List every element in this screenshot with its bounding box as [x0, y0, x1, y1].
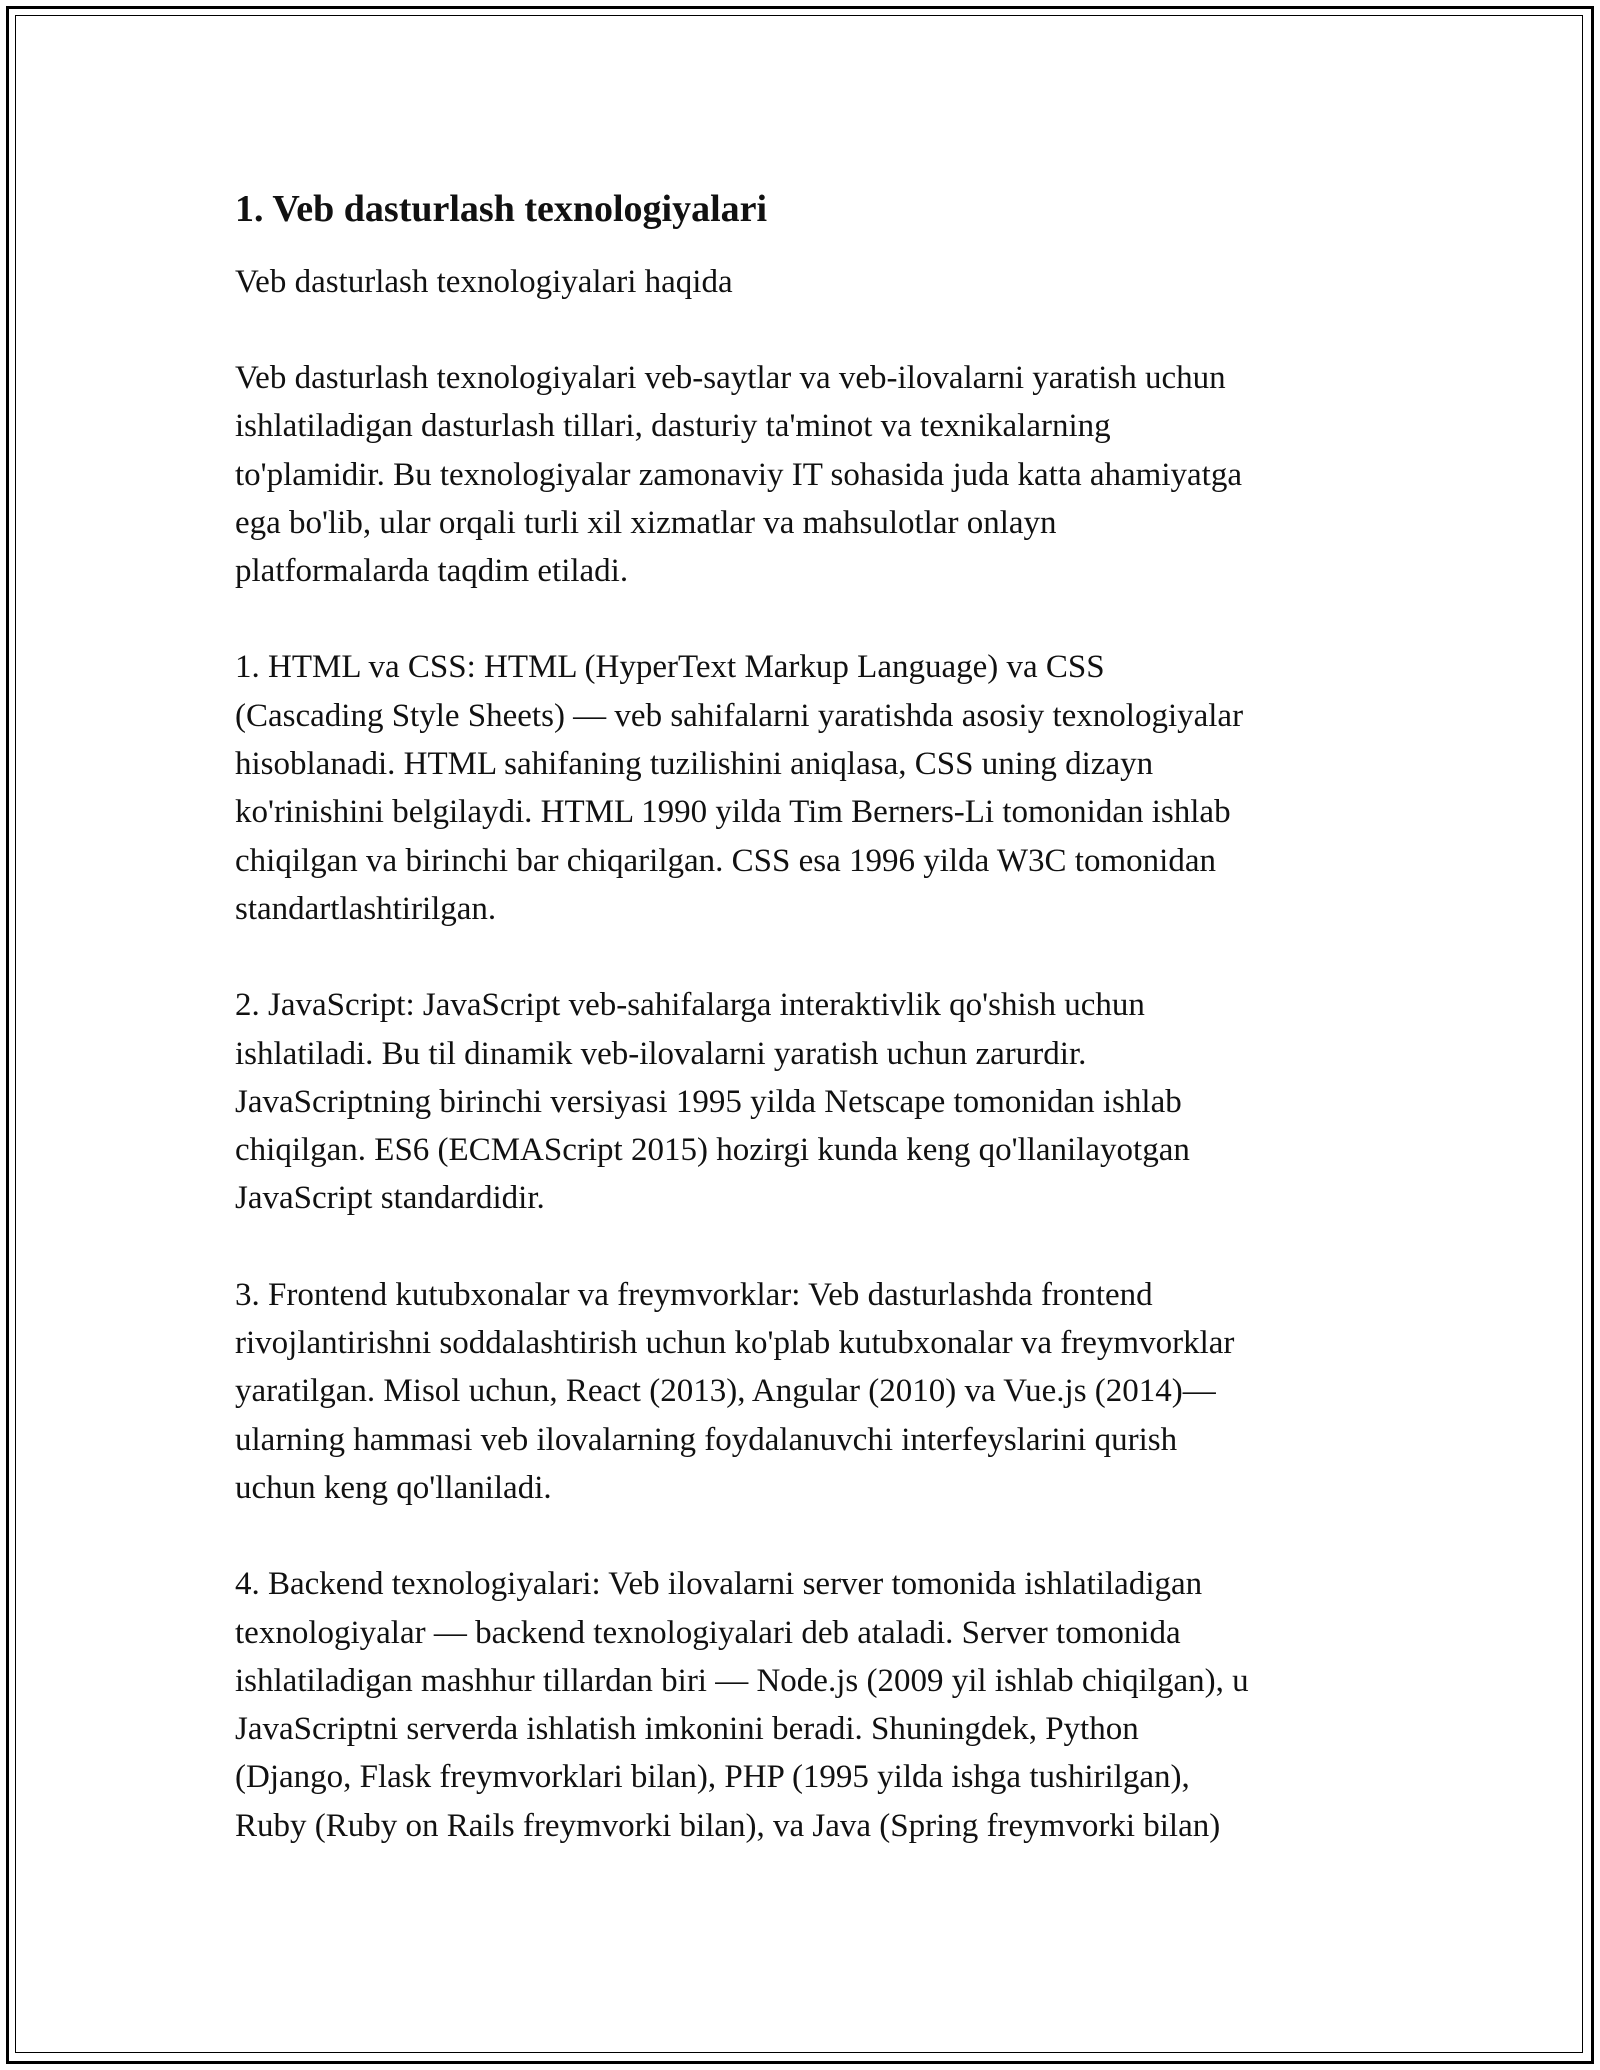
text-line: to'plamidir. Bu texnologiyalar zamonaviy IT sohasida juda katta ahamiyatga [235, 456, 1242, 493]
text-line: 3. Frontend kutubxonalar va freymvorklar: Veb dasturlashda frontend [235, 1276, 1153, 1313]
text-line: JavaScript standardidir. [235, 1180, 545, 1217]
text-line: 4. Backend texnologiyalari: Veb ilovalarni server tomonida ishlatiladigan [235, 1566, 1203, 1603]
text-line: 2. JavaScript: JavaScript veb-sahifalarga interaktivlik qo'shish uchun [235, 987, 1145, 1024]
text-line: Veb dasturlash texnologiyalari veb-saytlar va veb-ilovalarni yaratish uchun [235, 360, 1226, 396]
text-line: chiqilgan va birinchi bar chiqarilgan. CSS esa 1996 yilda W3C tomonidan [235, 842, 1216, 879]
text-line: (Cascading Style Sheets) — veb sahifalarni yaratishda asosiy texnologiyalar [235, 697, 1244, 734]
text-line: uchun keng qo'llaniladi. [235, 1469, 552, 1506]
frontend-paragraph [235, 1271, 1365, 1512]
text-line: ishlatiladi. Bu til dinamik veb-ilovalarni yaratish uchun zarurdir. [235, 1035, 1087, 1072]
text-line: ko'rinishini belgilaydi. HTML 1990 yilda Tim Berners-Li tomonidan ishlab [235, 794, 1231, 831]
text-line: (Django, Flask freymvorklari bilan), PHP (1995 yilda ishga tushirilgan), [235, 1759, 1190, 1796]
backend-paragraph [235, 1560, 1365, 1850]
javascript-paragraph [235, 981, 1365, 1222]
document-body [235, 184, 1365, 1898]
text-line: yaratilgan. Misol uchun, React (2013), Angular (2010) va Vue.js (2014)— [235, 1373, 1216, 1410]
text-line: 1. HTML va CSS: HTML (HyperText Markup Language) va CSS [235, 649, 1105, 686]
text-line: platformalarda taqdim etiladi. [235, 553, 629, 590]
text-line: standartlashtirilgan. [235, 890, 497, 927]
text-line: ishlatiladigan dasturlash tillari, dasturiy ta'minot va texnikalarning [235, 408, 1111, 445]
text-line: rivojlantirishni soddalashtirish uchun ko'plab kutubxonalar va freymvorklar [235, 1325, 1235, 1362]
document-subtitle: Veb dasturlash texnologiyalari haqida [235, 264, 733, 300]
text-line: chiqilgan. ES6 (ECMAScript 2015) hozirgi kunda keng qo'llanilayotgan [235, 1132, 1190, 1169]
html-css-paragraph [235, 643, 1365, 933]
text-line: hisoblanadi. HTML sahifaning tuzilishini aniqlasa, CSS uning dizayn [235, 746, 1154, 783]
text-line: JavaScriptning birinchi versiyasi 1995 yilda Netscape tomonidan ishlab [235, 1083, 1182, 1120]
text-line: texnologiyalar — backend texnologiyalari deb ataladi. Server tomonida [235, 1614, 1181, 1651]
document-title: 1. Veb dasturlash texnologiyalari [235, 188, 768, 230]
text-line: ega bo'lib, ular orqali turli xil xizmatlar va mahsulotlar onlayn [235, 504, 1057, 541]
text-line: Ruby (Ruby on Rails freymvorki bilan), va Java (Spring freymvorki bilan) [235, 1807, 1221, 1844]
text-line: ularning hammasi veb ilovalarning foydalanuvchi interfeyslarini qurish [235, 1421, 1178, 1458]
text-line: ishlatiladigan mashhur tillardan biri — Node.js (2009 yil ishlab chiqilgan), u [235, 1662, 1249, 1699]
text-line: JavaScriptni serverda ishlatish imkonini beradi. Shuningdek, Python [235, 1711, 1139, 1748]
intro-paragraph [235, 354, 1365, 595]
